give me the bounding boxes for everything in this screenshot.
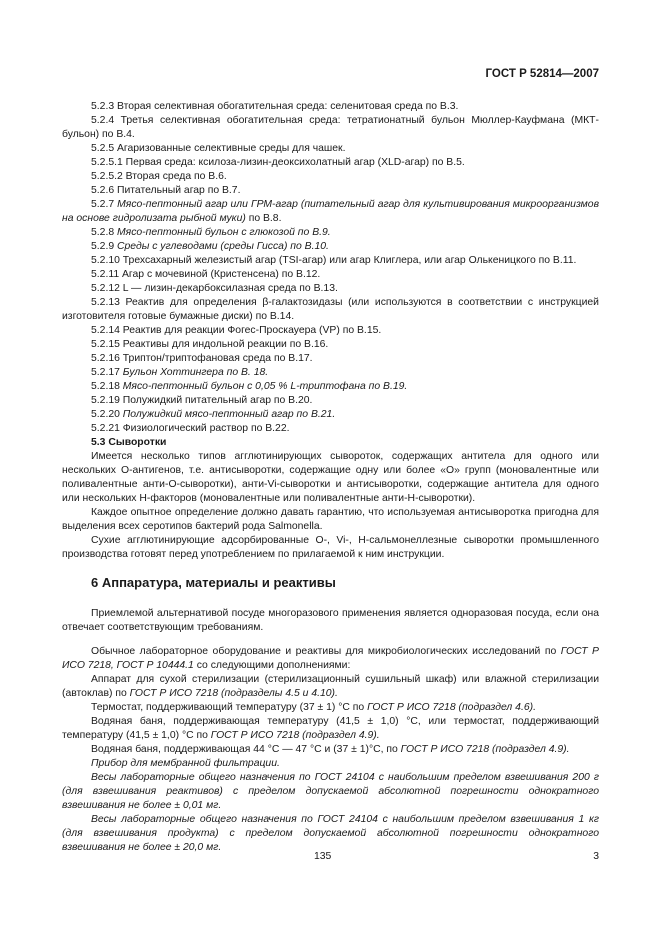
section-6-list xyxy=(62,607,599,855)
paragraph xyxy=(62,701,599,715)
paragraph xyxy=(62,607,599,635)
italic-text: ГОСТ Р ИСО 7218 (подраздел 4.9). xyxy=(210,730,380,741)
paragraph xyxy=(62,156,599,170)
page-number-center: 135 xyxy=(314,851,332,862)
paragraph xyxy=(62,673,599,701)
text-run: 5.2.18 xyxy=(91,381,123,392)
text-run: Аппарат для сухой стерилизации (стерилизационный сушильный шкаф) или влажной стерилизации (автоклав) по xyxy=(62,674,599,699)
italic-text: Мясо-пептонный бульон с 0,05 % L-триптофана по В.19. xyxy=(122,381,408,392)
paragraph xyxy=(62,338,599,352)
text-run: Обычное лабораторное оборудование и реактивы для микробиологических исследований по xyxy=(91,646,561,657)
italic-text: Весы лабораторные общего назначения по ГОСТ 24104 с наибольшим пределом взвешивания 200 г (для взвешивания реактивов) с пределом допускаемой абсолютной погрешности однократного взвешивания не более ± 0,01 мг. xyxy=(62,772,599,811)
paragraph xyxy=(62,813,599,855)
paragraph xyxy=(62,226,599,240)
paragraph xyxy=(62,450,599,506)
text-run: 5.2.13 Реактив для определения β-галактозидазы (или используются в соответствии с инструкцией изготовителя готовые бумажные диски) по В.14. xyxy=(62,297,599,322)
paragraph xyxy=(62,715,599,743)
text-run: 5.2.11 Агар с мочевиной (Кристенсена) по В.12. xyxy=(91,269,321,280)
section-5-list xyxy=(62,100,599,562)
italic-text: ГОСТ Р ИСО 7218 (подраздел 4.6). xyxy=(367,702,536,713)
text-run: 5.2.14 Реактив для реакции Фогес-Проскауера (VP) по В.15. xyxy=(91,325,382,336)
paragraph xyxy=(62,408,599,422)
text-run: 5.2.19 Полужидкий питательный агар по В.20. xyxy=(91,395,313,406)
paragraph xyxy=(62,422,599,436)
italic-text: Среды с углеводами (среды Гисса) по В.10. xyxy=(117,241,329,252)
text-run: 5.2.10 Трехсахарный железистый агар (TSI-агар) или агар Клиглера, или агар Олькеницкого по В.11. xyxy=(91,255,577,266)
text-run: 5.2.16 Триптон/триптофановая среда по В.17. xyxy=(91,353,313,364)
text-run: Имеется несколько типов агглютинирующих сывороток, содержащих антитела для одного или нескольких О-антигенов, т.е. антисыворотки, содержащие одну или более «О» групп (моновалентные или поливалентные анти-О-сыворотки), анти-Vi-сыворотки и антисыворотки, содержащие антитела для одного или нескольких Н-факторов (моновалентные или поливалентные анти-Н-сыворотки). xyxy=(62,451,599,504)
paragraph xyxy=(62,534,599,562)
paragraph xyxy=(62,506,599,534)
text-run: Сухие агглютинирующие адсорбированные О-, Vi-, Н-сальмонеллезные сыворотки промышленного производства готовят перед употреблением по прилагаемой к ним инструкции. xyxy=(62,535,599,560)
italic-text: Мясо-пептонный бульон с глюкозой по В.9. xyxy=(117,227,331,238)
text-run: по В.8. xyxy=(245,213,282,224)
italic-text: ГОСТ Р ИСО 7218 (подразделы 4.5 и 4.10). xyxy=(129,688,338,699)
paragraph xyxy=(62,142,599,156)
paragraph xyxy=(62,324,599,338)
paragraph xyxy=(62,240,599,254)
paragraph xyxy=(62,268,599,282)
text-run: Каждое опытное определение должно давать гарантию, что используемая антисыворотка пригодна для выделения всех серотипов бактерий рода Salmonella. xyxy=(62,507,599,532)
page-number-right: 3 xyxy=(593,851,599,862)
paragraph xyxy=(62,170,599,184)
text-run: 5.2.20 xyxy=(91,409,123,420)
text-run: 5.2.5 Агаризованные селективные среды для чашек. xyxy=(91,143,346,154)
text-run: 5.2.5.1 Первая среда: ксилоза-лизин-деоксихолатный агар (XLD-агар) по В.5. xyxy=(91,157,465,168)
text-run: 5.2.7 xyxy=(91,199,118,210)
paragraph xyxy=(62,296,599,324)
text-run: со следующими дополнениями: xyxy=(193,660,351,671)
text-run: 5.2.4 Третья селективная обогатительная среда: тетратионатный бульон Мюллер-Кауфмана (МКТ-бульон) по В.4. xyxy=(62,115,599,140)
text-run: 5.2.6 Питательный агар по В.7. xyxy=(91,185,241,196)
text-run: 5.2.3 Вторая селективная обогатительная среда: селенитовая среда по В.3. xyxy=(91,101,459,112)
subsection-heading xyxy=(62,436,599,450)
text-run: 5.2.8 xyxy=(91,227,117,238)
paragraph xyxy=(62,394,599,408)
paragraph xyxy=(62,352,599,366)
italic-text: Мясо-пептонный агар или ГРМ-агар (питательный агар для культивирования микроорганизмов на основе гидролизата рыбной муки) xyxy=(62,199,599,224)
text-run: 5.3 Сыворотки xyxy=(91,437,167,448)
text-run: 5.2.5.2 Вторая среда по В.6. xyxy=(91,171,227,182)
italic-text: Полужидкий мясо-пептонный агар по В.21. xyxy=(122,409,336,420)
paragraph xyxy=(62,184,599,198)
italic-text: ГОСТ Р ИСО 7218, ГОСТ Р 10444.1 xyxy=(62,646,599,671)
section-6-heading: 6 Аппаратура, материалы и реактивы xyxy=(91,575,336,590)
text-run: Приемлемой альтернативой посуде многоразового применения является одноразовая посуда, если она отвечает соответствующим требованиям. xyxy=(62,608,599,633)
italic-text: Бульон Хоттингера по В. 18. xyxy=(122,367,269,378)
text-run: 5.2.21 Физиологический раствор по В.22. xyxy=(91,423,290,434)
document-body xyxy=(62,100,599,855)
text-run: 5.2.12 L — лизин-декарбоксилазная среда по В.13. xyxy=(91,283,338,294)
text-run: 5.2.17 xyxy=(91,367,123,378)
document-code: ГОСТ Р 52814—2007 xyxy=(485,68,599,80)
paragraph xyxy=(62,743,599,757)
text-run: Водяная баня, поддерживающая 44 °С — 47 °С и (37 ± 1)°С, по xyxy=(91,744,401,755)
text-run: Термостат, поддерживающий температуру (37 ± 1) °С по xyxy=(91,702,368,713)
text-run: Водяная баня, поддерживающая температуру (41,5 ± 1,0) °С, или термостат, поддерживающий температуру (41,5 ± 1,0) °С по xyxy=(62,716,599,741)
italic-text: Весы лабораторные общего назначения по ГОСТ 24104 с наибольшим пределом взвешивания 1 кг (для взвешивания продукта) с пределом допускаемой абсолютной погрешности однократного взвешивания не более ± 20,0 мг. xyxy=(62,814,599,853)
paragraph xyxy=(62,198,599,226)
paragraph xyxy=(62,282,599,296)
paragraph xyxy=(62,645,599,673)
text-run: 5.2.15 Реактивы для индольной реакции по В.16. xyxy=(91,339,329,350)
italic-text: Прибор для мембранной фильтрации. xyxy=(91,758,280,769)
paragraph xyxy=(62,100,599,114)
paragraph xyxy=(62,114,599,142)
paragraph xyxy=(62,254,599,268)
paragraph xyxy=(62,366,599,380)
paragraph xyxy=(62,771,599,813)
italic-text: ГОСТ Р ИСО 7218 (подраздел 4.9). xyxy=(400,744,570,755)
paragraph xyxy=(62,757,599,771)
text-run: 5.2.9 xyxy=(91,241,117,252)
paragraph xyxy=(62,380,599,394)
